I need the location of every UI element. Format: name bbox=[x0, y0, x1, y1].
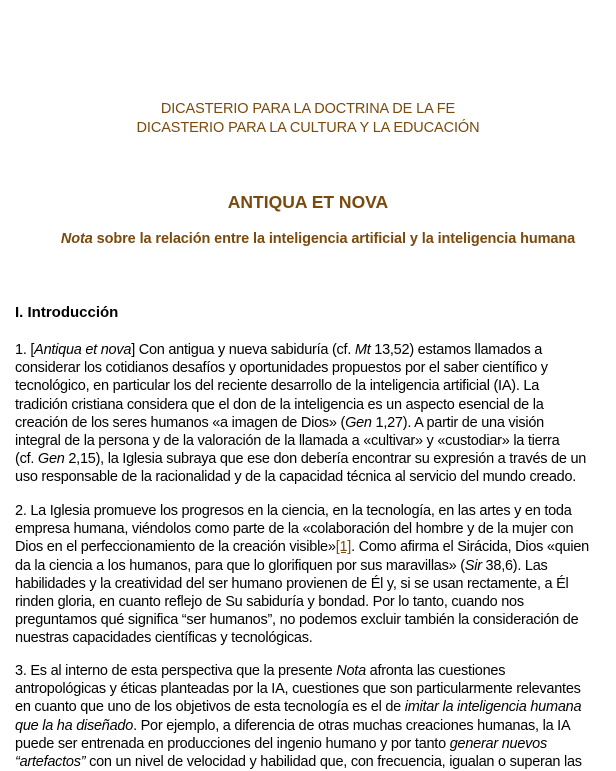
p1-l7b: Gen bbox=[37, 451, 65, 468]
dicastery-line-2: DICASTERIO PARA LA CULTURA Y LA EDUCACIÓN bbox=[136, 120, 480, 136]
p3-l3a: en cuanto que uno de los objetivos de esta tecnología es el de bbox=[15, 699, 405, 716]
document-header bbox=[0, 100, 616, 138]
p3-l4b: . Por ejemplo, a diferencia de otras muchas creaciones humanas, la IA bbox=[133, 717, 571, 734]
p3-line-4 bbox=[15, 717, 616, 735]
p3-l5b: generar nuevos bbox=[449, 735, 547, 752]
p2-l4b: Sir bbox=[464, 557, 482, 574]
p1-line-7 bbox=[15, 450, 616, 468]
p1-line-5 bbox=[15, 414, 616, 432]
p2-line-8: nuestras capacidades científicas y tecnológicas. bbox=[15, 630, 313, 647]
p1-line-2: considerar los cotidianos desafíos y oportunidades propuestos por el saber científico y bbox=[15, 360, 548, 377]
p3-line-1 bbox=[15, 662, 616, 680]
subtitle-text: sobre la relación entre la inteligencia artificial y la inteligencia humana bbox=[92, 231, 576, 247]
document-title: ANTIQUA ET NOVA bbox=[227, 192, 389, 212]
p2-l3a: Dios en el perfeccionamiento de la creación visible» bbox=[15, 539, 336, 556]
p3-l5a: puede ser entrenada en producciones del ingenio humano y por tanto bbox=[15, 735, 450, 752]
paragraph-2 bbox=[15, 502, 616, 648]
p3-l3b: imitar la inteligencia humana bbox=[404, 699, 582, 716]
paragraph-1 bbox=[15, 341, 616, 487]
p2-line-5: habilidades y la creatividad del ser humano provienen de Él y, si se usan rectamente, a Él bbox=[15, 575, 569, 592]
p1-l1e: 13,52) estamos llamados a bbox=[370, 342, 543, 358]
p1-line-8: uso responsable de la racionalidad y de la capacidad técnica al servicio del mundo creado. bbox=[15, 469, 577, 486]
p1-line-3: tecnológico, en particular los del reciente desarrollo de la inteligencia artificial (IA). La bbox=[15, 378, 540, 395]
paragraph-3 bbox=[15, 662, 616, 771]
section-heading: I. Introducción bbox=[15, 304, 119, 321]
p3-l4a: que la ha diseñado bbox=[15, 717, 134, 734]
p3-line-5 bbox=[15, 735, 616, 753]
p1-line-1 bbox=[15, 341, 616, 359]
p1-line-4: tradición cristiana considera que el don de la inteligencia es un aspecto esencial de la bbox=[15, 396, 544, 413]
p2-line-2: empresa humana, viéndolos como parte de la «colaboración del hombre y de la mujer con bbox=[15, 521, 574, 538]
p1-l1d: Mt bbox=[354, 342, 371, 358]
p1-l5a: creación de los seres humanos «a imagen de Dios» ( bbox=[15, 414, 346, 431]
p2-line-6: rinden gloria, en cuanto reflejo de Su sabiduría y bondad. Por lo tanto, cuando nos bbox=[15, 594, 524, 611]
p3-l1a: 3. Es al interno de esta perspectiva que la presente bbox=[15, 663, 337, 679]
p3-l6a: “artefactos” bbox=[15, 754, 86, 771]
p3-l1b: Nota bbox=[336, 663, 366, 679]
p2-line-7: preguntamos qué significa “ser humanos”, no podemos excluir también la consideración de bbox=[15, 612, 579, 629]
p1-l7c: 2,15), la Iglesia subraya que ese don debería encontrar su expresión a través de un bbox=[64, 451, 587, 468]
p1-l1b: Antiqua et nova bbox=[34, 342, 132, 358]
p1-l1c: ] Con antigua y nueva sabiduría (cf. bbox=[131, 342, 355, 358]
p2-l4a: da la ciencia a los humanos, para que lo glorifiquen por sus maravillas» ( bbox=[15, 557, 465, 574]
subtitle-nota: Nota bbox=[60, 231, 93, 247]
footnote-link-1[interactable]: [1] bbox=[335, 539, 352, 556]
p2-line-3 bbox=[15, 538, 616, 556]
p3-l6b: con un nivel de velocidad y habilidad que, con frecuencia, igualan o superan las bbox=[85, 754, 582, 771]
p2-line-1: 2. La Iglesia promueve los progresos en la ciencia, en la tecnología, en las artes y en toda bbox=[15, 503, 572, 519]
p2-l4c: 38,6). Las bbox=[481, 557, 548, 574]
p2-line-4 bbox=[15, 557, 616, 575]
p1-line-6: integral de la persona y de la valoración de la llamada a «cultivar» y «custodiar» la tierra bbox=[15, 433, 560, 450]
p1-l5b: Gen bbox=[345, 414, 372, 431]
p3-line-2: antropológicas y éticas planteadas por la IA, cuestiones que son particularmente relevantes bbox=[15, 681, 581, 698]
document-subtitle bbox=[0, 231, 616, 247]
p1-l7a: (cf. bbox=[15, 451, 38, 468]
p1-l1a: 1. [ bbox=[15, 342, 35, 358]
p2-l3b: . Como afirma el Sirácida, Dios «quien bbox=[351, 539, 589, 556]
p3-line-6 bbox=[15, 753, 616, 771]
p3-line-3 bbox=[15, 698, 616, 716]
p1-l5c: 1,27). A partir de una visión bbox=[371, 414, 544, 431]
dicastery-line-1: DICASTERIO PARA LA DOCTRINA DE LA FE bbox=[160, 101, 456, 117]
p3-l1c: afronta las cuestiones bbox=[365, 663, 506, 679]
